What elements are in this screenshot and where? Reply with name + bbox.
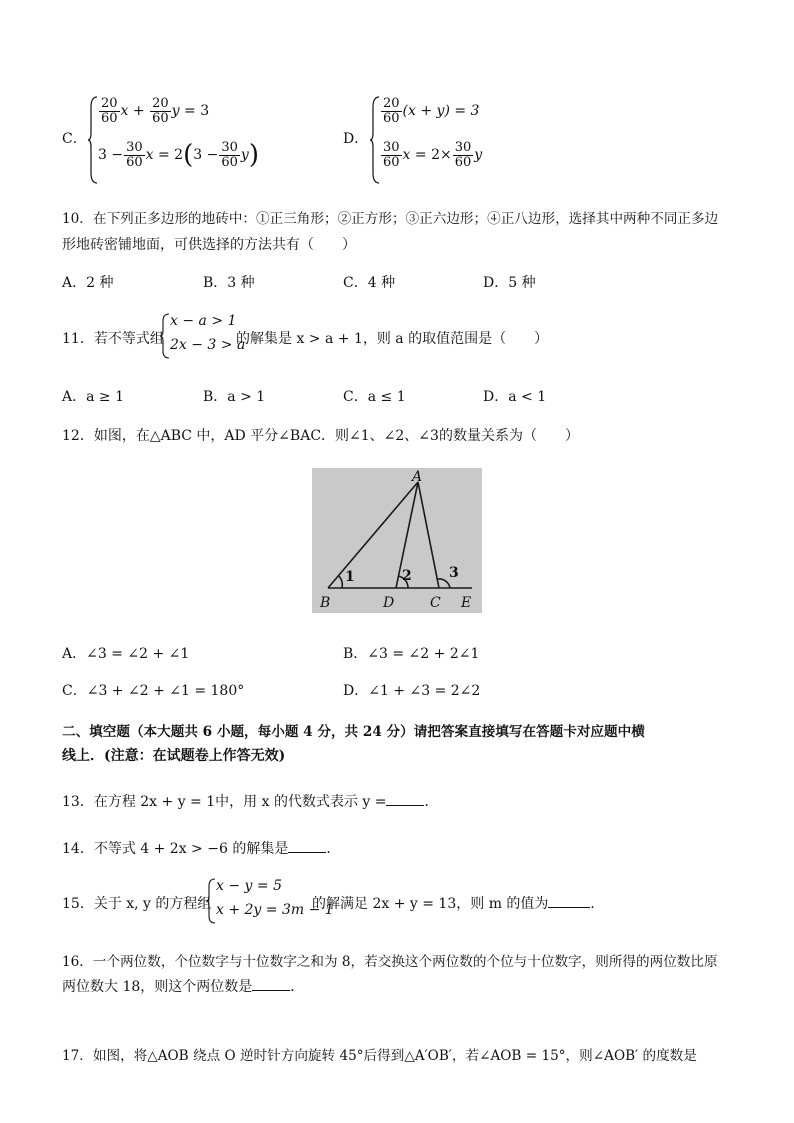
q16-answer-blank (252, 978, 290, 991)
side-ac (418, 482, 439, 588)
q11-option-a: A．a ≥ 1 (62, 389, 124, 405)
q11-option-b: B．a > 1 (203, 389, 266, 405)
section2-heading-line1: 二、填空题（本大题共 6 小题，每小题 4 分，共 24 分）请把答案直接填写在答题卡对应题中横 (62, 724, 645, 740)
label-b: B (320, 595, 331, 611)
q10-stem-line1: 10．在下列正多边形的地砖中：①正三角形；②正方形；③正六边形；④正八边形，选择其中两种不同正多边 (62, 211, 719, 227)
label-angle-3: 3 (449, 565, 459, 581)
q15-prefix: 15．关于 x, y 的方程组 (62, 896, 212, 912)
brace-icon (88, 95, 98, 185)
q10-option-a: A．2 种 (62, 275, 114, 291)
q15-system: x − y = 5 x + 2y = 3m − 1 (206, 878, 316, 924)
q10-option-d: D．5 种 (483, 275, 536, 291)
q12-option-b: B．∠3 = ∠2 + 2∠1 (343, 646, 480, 662)
angle-1-arc (339, 576, 342, 588)
q14-line (62, 838, 340, 858)
q16-period: ． (290, 979, 305, 995)
q15-answer-blank (548, 895, 590, 908)
q11-prefix: 11．若不等式组 (62, 331, 164, 347)
q12-option-c: C．∠3 + ∠2 + ∠1 = 180° (62, 683, 245, 699)
q13-period: ． (424, 794, 439, 810)
brace-icon (160, 313, 170, 359)
q17-stem-line1: 17．如图，将△AOB 绕点 O 逆时针方向旋转 45°后得到△A′OB′，若∠AOB = 15°，则∠AOB′ 的度数是 (62, 1048, 697, 1064)
q12-option-d: D．∠1 + ∠3 = 2∠2 (343, 683, 481, 699)
label-angle-2: 2 (402, 568, 412, 584)
q16-line2 (62, 976, 304, 996)
label-c: C (430, 595, 441, 611)
q15-period: ． (590, 896, 605, 912)
q16-stem-line2: 两位数大 18，则这个两位数是 (62, 979, 253, 995)
brace-icon (206, 878, 216, 924)
label-angle-1: 1 (345, 569, 355, 585)
label-e: E (461, 595, 472, 611)
q9-option-c-system: $\frac{20}{60}$ x + $\frac{20}{60}$ y = 3 3 − $\frac{30}{60}$ x = 2 ( 3 − $\frac{30}{60}$ y ) (88, 95, 268, 185)
section2-heading-line2: 线上．(注意：在试题卷上作答无效) (62, 748, 286, 764)
triangle-diagram (312, 468, 482, 613)
q9-option-d-label: D． (343, 131, 369, 147)
q11-system: x − a > 1 2x − 3 > a (160, 313, 240, 359)
q14-period: ． (326, 841, 341, 857)
q12-option-a: A．∠3 = ∠2 + ∠1 (62, 646, 190, 662)
q14-stem: 14．不等式 4 + 2x > −6 的解集是 (62, 841, 289, 857)
q10-option-c: C．4 种 (343, 275, 396, 291)
q14-answer-blank (288, 840, 326, 853)
q13-stem: 13．在方程 2x + y = 1中，用 x 的代数式表示 y = (62, 794, 387, 810)
q11-suffix: 的解集是 x > a + 1，则 a 的取值范围是（ ） (236, 331, 549, 347)
q9-option-c-label: C． (62, 131, 87, 147)
q10-option-b: B．3 种 (203, 275, 255, 291)
q13-line (62, 791, 438, 811)
q12-stem: 12．如图，在△ABC 中，AD 平分∠BAC．则∠1、∠2、∠3的数量关系为（ ） (62, 428, 579, 444)
label-a: A (412, 469, 423, 485)
q9-option-d-system: $\frac{20}{60}$ (x + y) = 3 $\frac{30}{60}$ x = 2× $\frac{30}{60}$ y (370, 95, 530, 185)
q16-stem-line1: 16．一个两位数，个位数字与十位数字之和为 8，若交换这个两位数的个位与十位数字，则所得的两位数比原 (62, 954, 718, 970)
q15-suffix: 的解满足 2x + y = 13，则 m 的值为 (312, 896, 549, 912)
q15-suffix-line (312, 893, 604, 913)
q11-option-d: D．a < 1 (483, 389, 547, 405)
q11-option-c: C．a ≤ 1 (343, 389, 406, 405)
label-d: D (383, 595, 395, 611)
q10-stem-line2: 形地砖密铺地面，可供选择的方法共有（ ） (62, 237, 356, 253)
brace-icon (370, 95, 380, 185)
q12-triangle-figure (312, 468, 482, 613)
q13-answer-blank (386, 793, 424, 806)
